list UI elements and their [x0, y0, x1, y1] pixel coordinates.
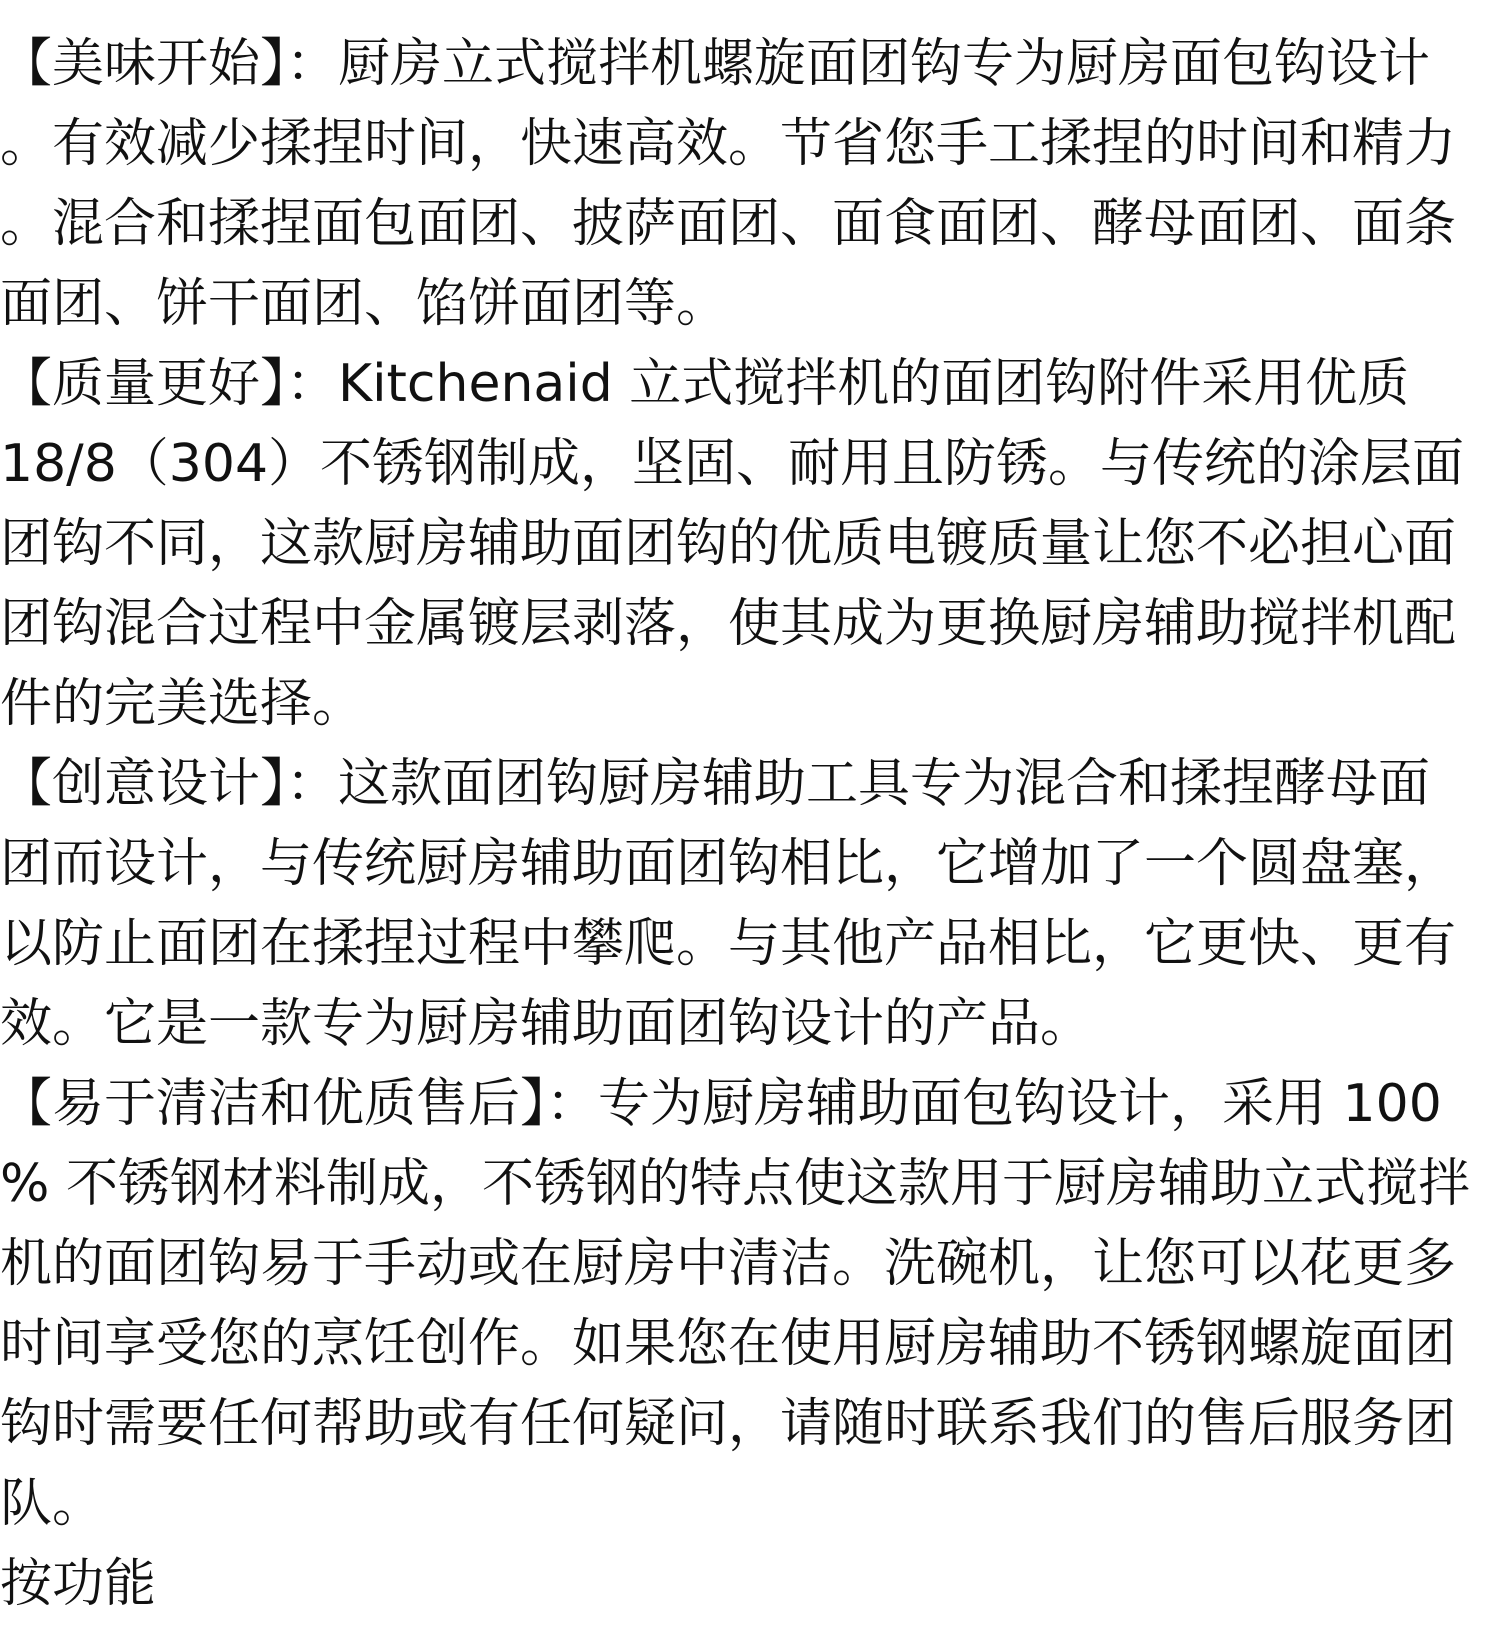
text-line: 时间享受您的烹饪创作。如果您在使用厨房辅助不锈钢螺旋面团	[0, 1314, 1457, 1374]
product-description	[0, 24, 1500, 1624]
text-line: 以防止面团在揉捏过程中攀爬。与其他产品相比，它更快、更有	[0, 914, 1457, 974]
text-line: 【易于清洁和优质售后】：专为厨房辅助面包钩设计，采用 100	[0, 1074, 1442, 1134]
text-line: 团钩不同，这款厨房辅助面团钩的优质电镀质量让您不必担心面	[0, 514, 1457, 574]
text-line: 件的完美选择。	[0, 674, 365, 734]
text-line: 【质量更好】：Kitchenaid 立式搅拌机的面团钩附件采用优质	[0, 354, 1410, 414]
text-line: 效。它是一款专为厨房辅助面团钩设计的产品。	[0, 994, 1093, 1054]
text-line: 面团、饼干面团、馅饼面团等。	[0, 274, 729, 334]
text-line: 。有效减少揉捏时间，快速高效。节省您手工揉捏的时间和精力	[0, 114, 1457, 174]
text-line: 机的面团钩易于手动或在厨房中清洁。洗碗机，让您可以花更多	[0, 1234, 1457, 1294]
text-line: 【美味开始】：厨房立式搅拌机螺旋面团钩专为厨房面包钩设计	[0, 34, 1431, 94]
text-line: 按功能	[0, 1554, 157, 1614]
text-line: 团钩混合过程中金属镀层剥落，使其成为更换厨房辅助搅拌机配	[0, 594, 1457, 654]
text-line: 18/8（304）不锈钢制成，坚固、耐用且防锈。与传统的涂层面	[0, 434, 1465, 494]
text-line: 团而设计，与传统厨房辅助面团钩相比，它增加了一个圆盘塞，	[0, 834, 1457, 894]
text-line: 钩时需要任何帮助或有任何疑问，请随时联系我们的售后服务团	[0, 1394, 1457, 1454]
text-line: 。混合和揉捏面包面团、披萨面团、面食面团、酵母面团、面条	[0, 194, 1457, 254]
text-line: 【创意设计】：这款面团钩厨房辅助工具专为混合和揉捏酵母面	[0, 754, 1431, 814]
text-line: 队。	[0, 1474, 105, 1534]
text-line: % 不锈钢材料制成，不锈钢的特点使这款用于厨房辅助立式搅拌	[0, 1154, 1470, 1214]
